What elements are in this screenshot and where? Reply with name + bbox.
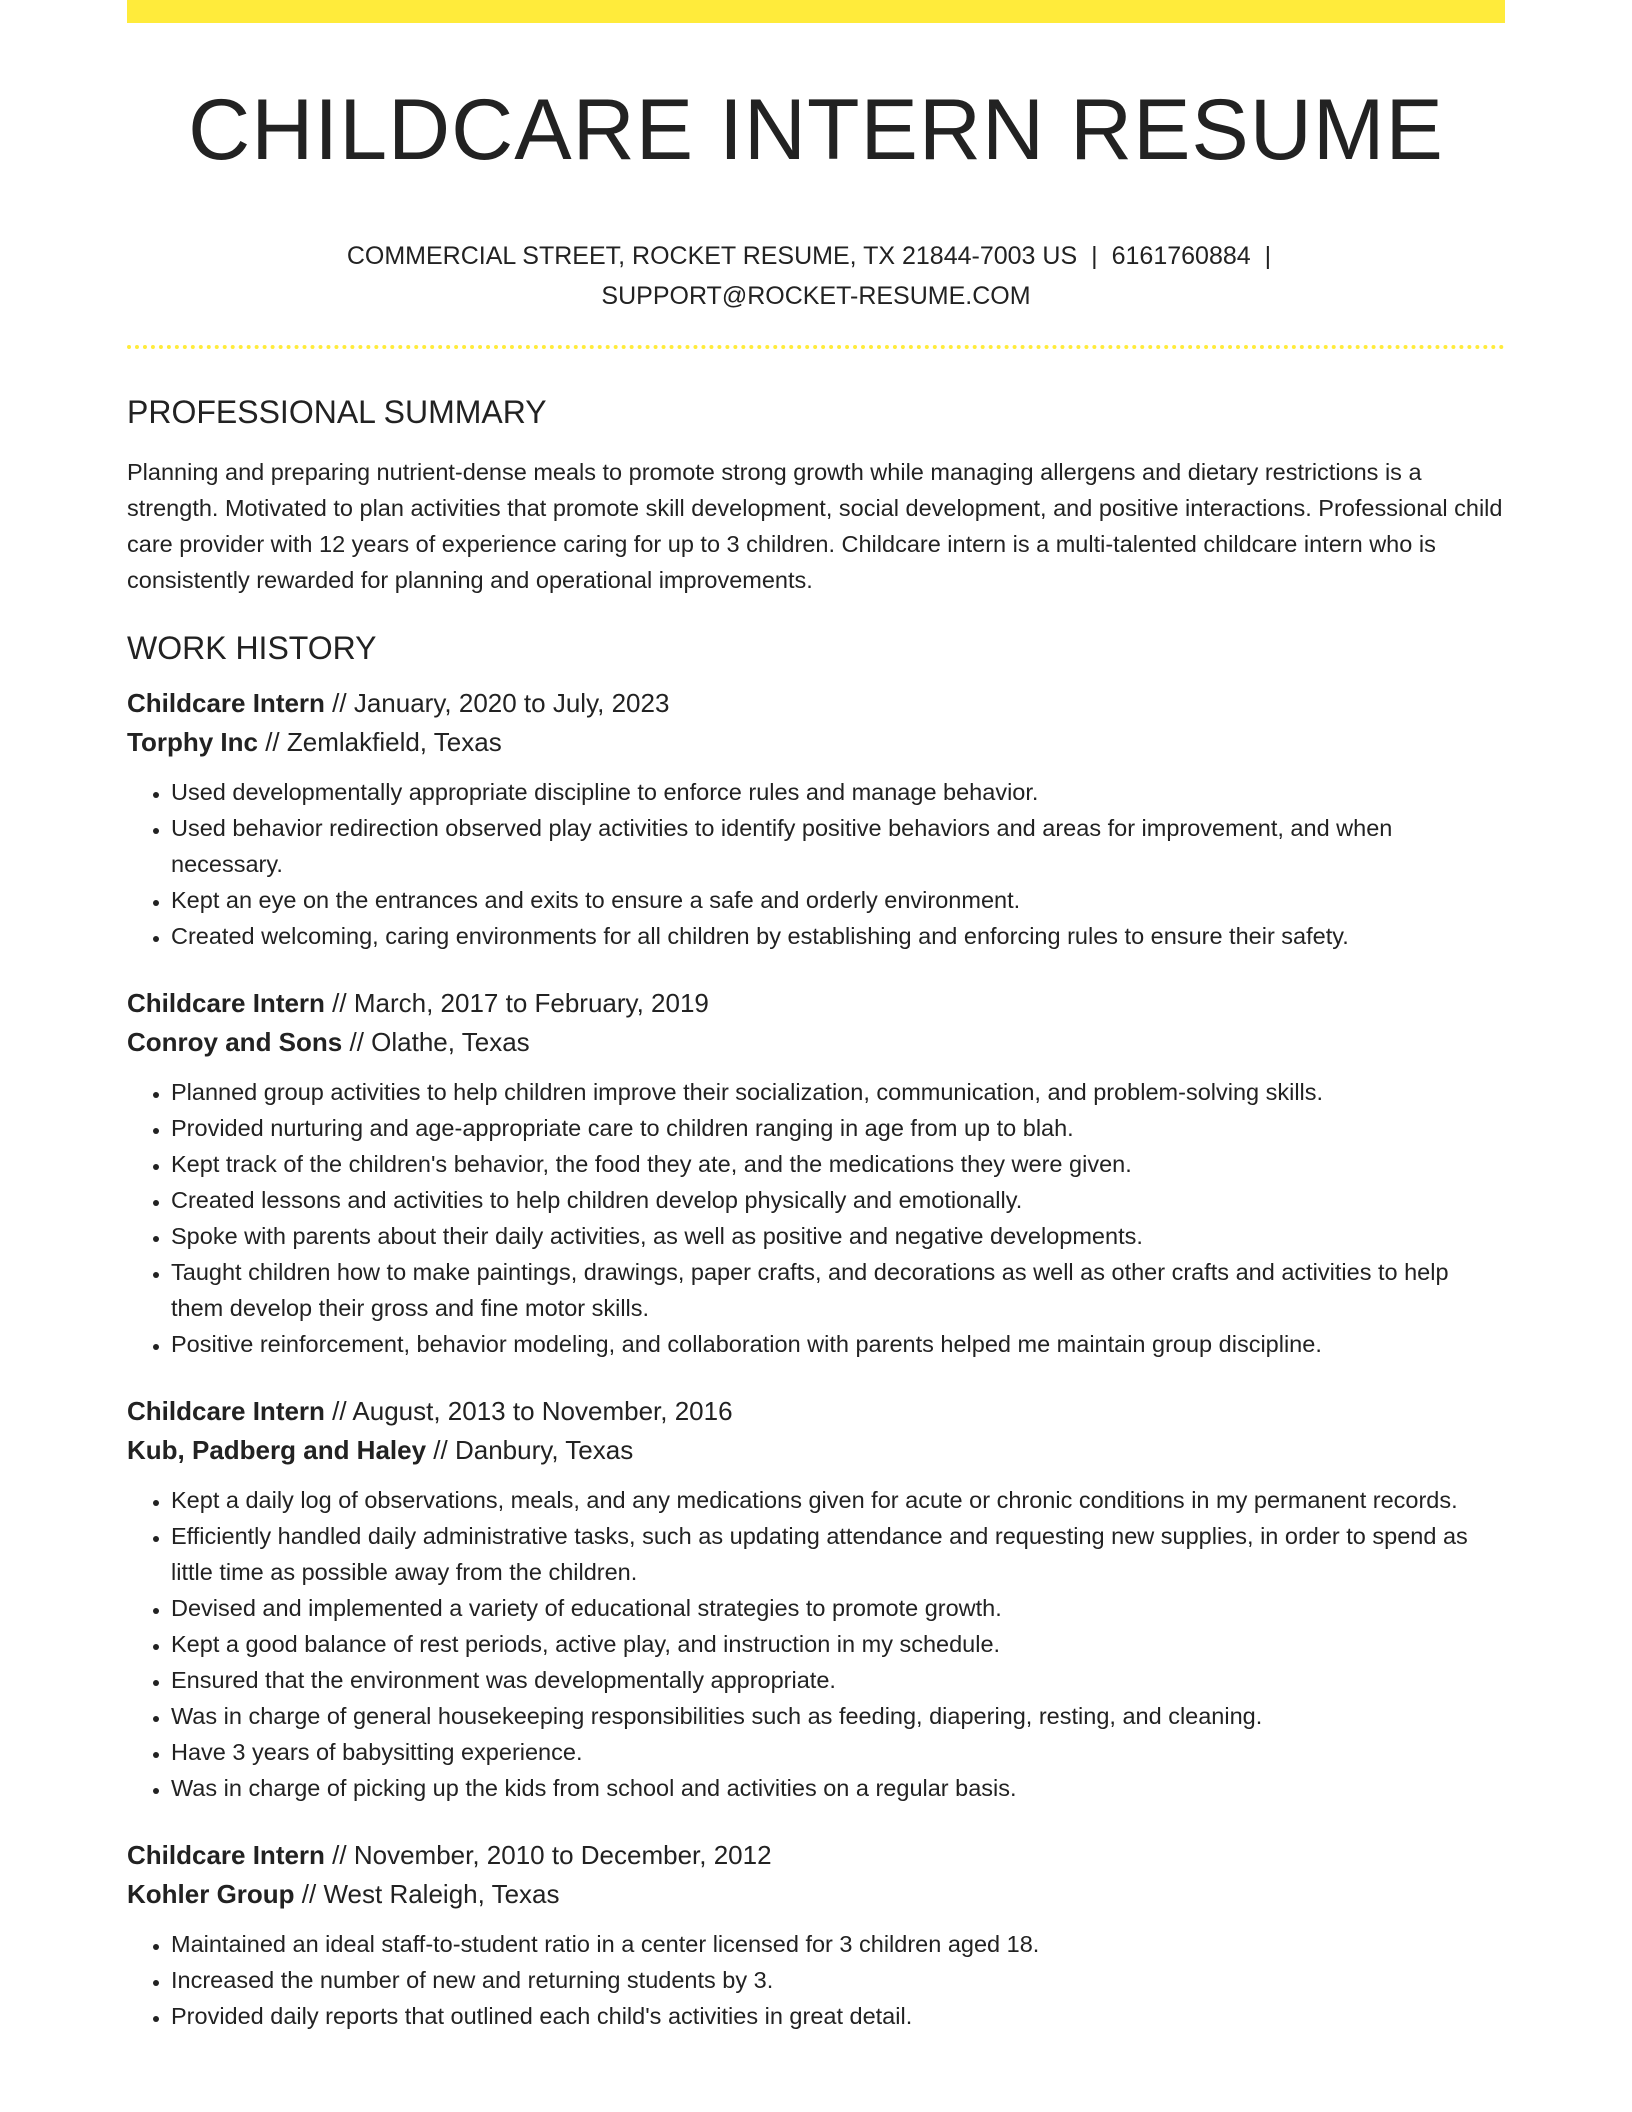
job-bullet-item: • Provided daily reports that outlined each child's activities in great detail.: [171, 1998, 1505, 2034]
job-entry: [127, 1392, 1505, 1806]
job-separator: //: [257, 727, 287, 757]
work-history-section: [127, 626, 1505, 2034]
job-location: Danbury, Texas: [454, 1435, 634, 1465]
contact-line-2: [127, 276, 1505, 316]
job-bullets: [127, 1482, 1505, 1806]
job-bullet-item: • Increased the number of new and returning students by 3.: [171, 1962, 1505, 1998]
job-bullets: [127, 774, 1505, 954]
contact-info: [127, 236, 1505, 316]
job-bullet-item: • Have 3 years of babysitting experience.: [171, 1734, 1505, 1770]
summary-text: Planning and preparing nutrient-dense meals to promote strong growth while managing allergens and dietary restrictions is a strength. Motivated to plan activities that promote skill development, social development, and positive interactions. Professional child care provider with 12 years of experience caring for up to 3 children. Childcare intern is a multi-talented childcare intern who is consistently rewarded for planning and operational improvements.: [127, 459, 1503, 593]
job-location: West Raleigh, Texas: [323, 1879, 560, 1909]
contact-separator: |: [1264, 242, 1272, 270]
job-title: Childcare Intern: [127, 688, 325, 718]
job-bullet-item: • Efficiently handled daily administrative tasks, such as updating attendance and requesting new supplies, in order to spend as little time as possible away from the children.: [171, 1518, 1505, 1590]
job-bullet-item: • Used developmentally appropriate discipline to enforce rules and manage behavior.: [171, 774, 1505, 810]
job-bullet-item: • Kept an eye on the entrances and exits to ensure a safe and orderly environment.: [171, 882, 1505, 918]
resume-body: [127, 390, 1505, 2034]
job-dates: November, 2010 to December, 2012: [353, 1840, 772, 1870]
job-list: [127, 684, 1505, 2034]
job-bullet-item: • Used behavior redirection observed play activities to identify positive behaviors and areas for improvement, and when necessary.: [171, 810, 1505, 882]
header-divider: [127, 345, 1505, 349]
job-company: Kohler Group: [127, 1879, 295, 1909]
job-bullet-item: • Taught children how to make paintings, drawings, paper crafts, and decorations as well as other crafts and activities to help them develop their gross and fine motor skills.: [171, 1254, 1505, 1326]
job-company-line: [127, 1023, 1505, 1062]
job-separator: //: [426, 1435, 455, 1465]
job-bullet-item: • Maintained an ideal staff-to-student ratio in a center licensed for 3 children aged 18.: [171, 1926, 1505, 1962]
job-location: Zemlakfield, Texas: [286, 727, 502, 757]
job-bullets: [127, 1926, 1505, 2034]
resume-title: CHILDCARE INTERN RESUME: [188, 82, 1444, 178]
job-separator: //: [324, 688, 354, 718]
job-company-line: [127, 1875, 1505, 1914]
summary-heading: PROFESSIONAL SUMMARY: [127, 394, 547, 430]
job-separator: //: [324, 988, 354, 1018]
job-company-line: [127, 1431, 1505, 1470]
job-bullet-item: • Was in charge of general housekeeping responsibilities such as feeding, diapering, resting, and cleaning.: [171, 1698, 1505, 1734]
job-bullet-item: • Was in charge of picking up the kids from school and activities on a regular basis.: [171, 1770, 1505, 1806]
job-company: Conroy and Sons: [127, 1027, 343, 1057]
job-title-line: [127, 1392, 1505, 1431]
job-dates: March, 2017 to February, 2019: [353, 988, 709, 1018]
job-bullet-item: • Kept a good balance of rest periods, active play, and instruction in my schedule.: [171, 1626, 1505, 1662]
work-history-heading: WORK HISTORY: [127, 630, 377, 666]
contact-separator: |: [1091, 242, 1098, 270]
job-separator: //: [294, 1879, 324, 1909]
summary-section: [127, 390, 1505, 598]
contact-line-1: [127, 236, 1505, 276]
job-bullet-item: • Planned group activities to help children improve their socialization, communication, and problem-solving skills.: [171, 1074, 1505, 1110]
job-separator: //: [324, 1396, 353, 1426]
job-entry: [127, 684, 1505, 954]
job-bullet-item: • Kept track of the children's behavior, the food they ate, and the medications they were given.: [171, 1146, 1505, 1182]
job-company-line: [127, 723, 1505, 762]
job-bullet-item: • Provided nurturing and age-appropriate care to children ranging in age from up to blah.: [171, 1110, 1505, 1146]
job-dates: August, 2013 to November, 2016: [352, 1396, 733, 1426]
job-company: Kub, Padberg and Haley: [127, 1435, 427, 1465]
top-accent-bar: [127, 0, 1505, 23]
job-entry: [127, 1836, 1505, 2034]
job-bullet-item: • Created lessons and activities to help children develop physically and emotionally.: [171, 1182, 1505, 1218]
contact-phone: 6161760884: [1111, 242, 1251, 270]
job-bullet-item: • Devised and implemented a variety of educational strategies to promote growth.: [171, 1590, 1505, 1626]
job-title: Childcare Intern: [127, 988, 325, 1018]
contact-email: SUPPORT@ROCKET-RESUME.COM: [601, 282, 1031, 310]
job-bullet-item: • Created welcoming, caring environments for all children by establishing and enforcing rules to ensure their safety.: [171, 918, 1505, 954]
job-bullet-item: • Spoke with parents about their daily activities, as well as positive and negative developments.: [171, 1218, 1505, 1254]
job-bullet-item: • Ensured that the environment was developmentally appropriate.: [171, 1662, 1505, 1698]
contact-address: COMMERCIAL STREET, ROCKET RESUME, TX 21844-7003 US: [346, 242, 1078, 270]
job-bullet-item: • Positive reinforcement, behavior modeling, and collaboration with parents helped me maintain group discipline.: [171, 1326, 1505, 1362]
job-dates: January, 2020 to July, 2023: [353, 688, 670, 718]
job-separator: //: [324, 1840, 354, 1870]
job-entry: [127, 984, 1505, 1362]
job-company: Torphy Inc: [127, 727, 258, 757]
job-separator: //: [342, 1027, 372, 1057]
job-title: Childcare Intern: [127, 1396, 325, 1426]
job-title-line: [127, 984, 1505, 1023]
job-title-line: [127, 1836, 1505, 1875]
job-title-line: [127, 684, 1505, 723]
job-location: Olathe, Texas: [371, 1027, 530, 1057]
job-bullets: [127, 1074, 1505, 1362]
job-bullet-item: • Kept a daily log of observations, meals, and any medications given for acute or chronic conditions in my permanent records.: [171, 1482, 1505, 1518]
job-title: Childcare Intern: [127, 1840, 325, 1870]
